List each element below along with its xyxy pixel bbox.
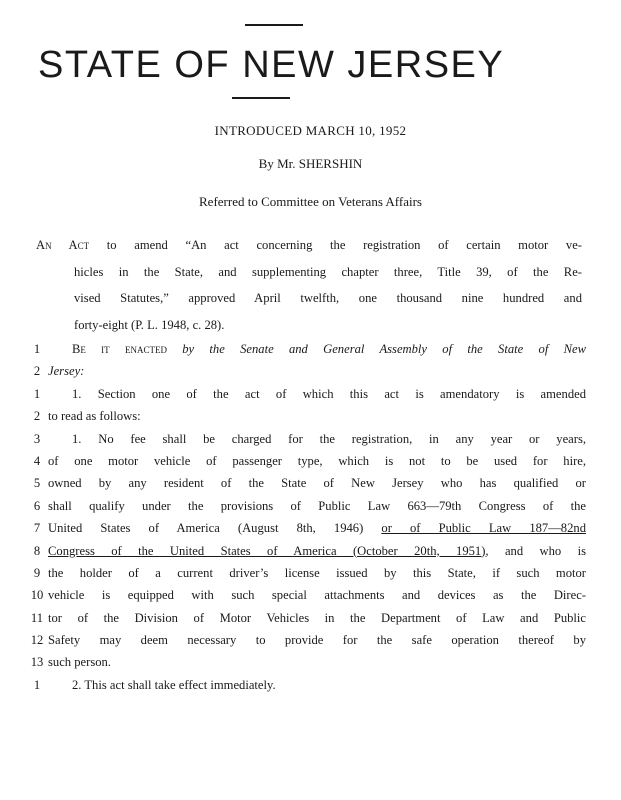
bill-body <box>26 342 586 700</box>
line-number: 2 <box>33 409 41 424</box>
section1-line-1 <box>26 387 586 409</box>
line-number: 5 <box>33 476 41 491</box>
section1-line-7 <box>26 521 586 543</box>
line-text: vehicle is equipped with such special attachments and devices as the Direc- <box>48 588 586 603</box>
top-rule <box>245 24 303 26</box>
line-text: Congress of the United States of America (October 20th, 1951), and who is <box>48 543 586 558</box>
enact-line-1 <box>26 342 586 364</box>
section1-line-13 <box>26 655 586 677</box>
section1-line-3 <box>26 432 586 454</box>
line-text: Be it enacted by the Senate and General Assembly of the State of New <box>72 342 586 356</box>
underlined-amendment: or of Public Law 187—82nd <box>381 521 586 536</box>
underlined-amendment: Congress of the United States of America (October 20th, 1951) <box>48 543 486 558</box>
line-number: 3 <box>33 431 41 446</box>
section1-line-10 <box>26 588 586 610</box>
section1-line-4 <box>26 454 586 476</box>
line-text: tor of the Division of Motor Vehicles in the Department of Law and Public <box>48 610 586 625</box>
line-number: 1 <box>33 342 41 356</box>
section1-line-12 <box>26 633 586 655</box>
line-number: 10 <box>30 588 44 603</box>
sponsor-line: By Mr. SHERSHIN <box>258 156 363 171</box>
line-text: the holder of a current driver’s license issued by this State, if such motor <box>48 565 586 580</box>
document-title: STATE OF NEW JERSEY <box>38 44 505 86</box>
line-text: to read as follows: <box>48 409 141 424</box>
line-text: United States of America (August 8th, 1946) or of Public Law 187—82nd <box>48 521 586 536</box>
line-number: 4 <box>33 453 41 468</box>
section1-line-9 <box>26 566 586 588</box>
section2-line-1 <box>26 678 586 700</box>
act-line-1: An Act to amend “An act concerning the registration of certain motor ve- <box>36 238 582 252</box>
section1-line-2 <box>26 409 586 431</box>
line-number: 2 <box>33 364 41 379</box>
section1-line-5 <box>26 476 586 498</box>
line-number: 12 <box>30 633 44 648</box>
line-number: 13 <box>30 655 44 670</box>
title-rule <box>232 97 290 99</box>
section1-line-8 <box>26 544 586 566</box>
section1-line-6 <box>26 499 586 521</box>
line-number: 8 <box>33 543 41 558</box>
line-text: 1. Section one of the act of which this act is amendatory is amended <box>72 386 586 401</box>
line-number: 11 <box>30 610 44 625</box>
introduced-date: INTRODUCED MARCH 10, 1952 <box>214 123 407 138</box>
line-text: Jersey: <box>48 364 85 379</box>
line-text: shall qualify under the provisions of Public Law 663—79th Congress of the <box>48 498 586 513</box>
act-line-3: vised Statutes,” approved April twelfth, one thousand nine hundred and <box>74 291 582 305</box>
line-text: owned by any resident of the State of New Jersey who has qualified or <box>48 476 586 491</box>
line-text: 1. No fee shall be charged for the registration, in any year or years, <box>72 431 586 446</box>
line-number: 9 <box>33 565 41 580</box>
line-text: 2. This act shall take effect immediately. <box>72 677 276 692</box>
line-number: 1 <box>33 386 41 401</box>
line-text: such person. <box>48 655 111 670</box>
line-number: 7 <box>33 521 41 536</box>
act-line-4: forty-eight (P. L. 1948, c. 28). <box>74 317 225 332</box>
line-number: 6 <box>33 498 41 513</box>
line-text: Safety may deem necessary to provide for the safe operation thereof by <box>48 633 586 648</box>
act-title-paragraph <box>36 232 582 338</box>
committee-referral: Referred to Committee on Veterans Affairs <box>199 194 422 209</box>
section1-line-11 <box>26 611 586 633</box>
line-text: of one motor vehicle of passenger type, which is not to be used for hire, <box>48 453 586 468</box>
enact-line-2 <box>26 364 586 386</box>
act-lead: An Act <box>36 238 90 252</box>
line-number: 1 <box>33 677 41 692</box>
act-line-2: hicles in the State, and supplementing chapter three, Title 39, of the Re- <box>74 264 582 279</box>
